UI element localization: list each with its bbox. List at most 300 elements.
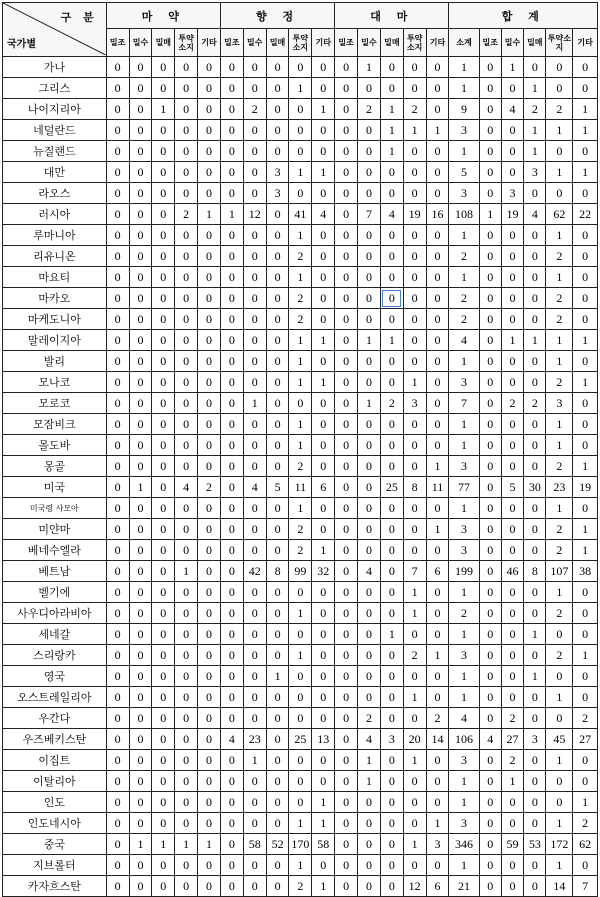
group-header-narcotics: 마 약 xyxy=(106,3,220,29)
value-cell: 0 xyxy=(403,414,426,435)
value-cell: 0 xyxy=(220,330,243,351)
value-cell: 0 xyxy=(198,57,221,78)
value-cell: 0 xyxy=(220,519,243,540)
value-cell: 1 xyxy=(426,813,449,834)
value-cell: 4 xyxy=(524,204,546,225)
value-cell: 1 xyxy=(524,78,546,99)
country-name: 발리 xyxy=(3,351,107,372)
country-name: 말레이지아 xyxy=(3,330,107,351)
value-cell: 1 xyxy=(524,141,546,162)
value-cell: 0 xyxy=(243,57,266,78)
value-cell: 0 xyxy=(335,183,358,204)
value-cell: 0 xyxy=(198,519,221,540)
value-cell: 0 xyxy=(479,792,501,813)
value-cell: 0 xyxy=(266,498,289,519)
value-cell: 0 xyxy=(479,183,501,204)
value-cell: 0 xyxy=(175,435,198,456)
value-cell: 1 xyxy=(380,330,403,351)
value-cell: 0 xyxy=(175,855,198,876)
value-cell: 1 xyxy=(358,750,381,771)
value-cell: 0 xyxy=(524,57,546,78)
value-cell: 0 xyxy=(312,708,335,729)
value-cell: 0 xyxy=(175,582,198,603)
value-cell: 0 xyxy=(175,141,198,162)
value-cell: 0 xyxy=(403,288,426,309)
value-cell: 0 xyxy=(312,288,335,309)
value-cell: 3 xyxy=(524,162,546,183)
value-cell: 0 xyxy=(243,519,266,540)
value-cell: 0 xyxy=(243,141,266,162)
value-cell: 0 xyxy=(479,666,501,687)
value-cell: 0 xyxy=(129,246,152,267)
value-cell: 0 xyxy=(524,771,546,792)
value-cell: 0 xyxy=(266,78,289,99)
value-cell: 2 xyxy=(289,519,312,540)
value-cell: 0 xyxy=(129,78,152,99)
table-row xyxy=(3,183,598,204)
value-cell: 3 xyxy=(546,393,573,414)
value-cell: 0 xyxy=(175,456,198,477)
country-name: 마케도니아 xyxy=(3,309,107,330)
value-cell: 23 xyxy=(243,729,266,750)
value-cell: 0 xyxy=(129,57,152,78)
value-cell: 0 xyxy=(266,729,289,750)
value-cell: 1 xyxy=(449,141,479,162)
value-cell: 4 xyxy=(312,204,335,225)
value-cell: 2 xyxy=(449,288,479,309)
value-cell: 0 xyxy=(152,876,175,897)
value-cell: 0 xyxy=(358,645,381,666)
value-cell: 0 xyxy=(358,141,381,162)
value-cell: 0 xyxy=(266,309,289,330)
value-cell: 1 xyxy=(546,687,573,708)
subheader-total-4: 투약소지 xyxy=(546,29,573,57)
value-cell: 0 xyxy=(106,456,129,477)
subheader-psychotropics-4: 기타 xyxy=(312,29,335,57)
value-cell: 0 xyxy=(501,540,523,561)
value-cell: 0 xyxy=(266,267,289,288)
value-cell: 0 xyxy=(426,162,449,183)
table-row xyxy=(3,456,598,477)
value-cell: 0 xyxy=(312,582,335,603)
value-cell: 62 xyxy=(573,834,598,855)
value-cell: 0 xyxy=(220,876,243,897)
value-cell: 0 xyxy=(289,57,312,78)
value-cell: 1 xyxy=(289,372,312,393)
value-cell: 0 xyxy=(198,225,221,246)
value-cell: 0 xyxy=(335,477,358,498)
value-cell: 0 xyxy=(335,204,358,225)
value-cell: 0 xyxy=(198,582,221,603)
value-cell: 0 xyxy=(335,309,358,330)
value-cell: 0 xyxy=(243,351,266,372)
value-cell: 0 xyxy=(335,855,358,876)
value-cell: 2 xyxy=(573,708,598,729)
value-cell: 0 xyxy=(403,246,426,267)
value-cell: 1 xyxy=(449,435,479,456)
value-cell: 20 xyxy=(403,729,426,750)
value-cell: 0 xyxy=(403,498,426,519)
value-cell: 0 xyxy=(266,204,289,225)
value-cell: 4 xyxy=(479,729,501,750)
value-cell: 0 xyxy=(175,393,198,414)
value-cell: 1 xyxy=(546,330,573,351)
table-row xyxy=(3,708,598,729)
value-cell: 0 xyxy=(524,750,546,771)
table-row xyxy=(3,204,598,225)
value-cell: 3 xyxy=(449,813,479,834)
value-cell: 0 xyxy=(129,624,152,645)
value-cell: 0 xyxy=(426,498,449,519)
value-cell: 0 xyxy=(243,624,266,645)
subheader-total-1: 밀조 xyxy=(479,29,501,57)
value-cell: 0 xyxy=(573,309,598,330)
value-cell: 0 xyxy=(198,624,221,645)
value-cell: 1 xyxy=(546,162,573,183)
value-cell: 0 xyxy=(403,456,426,477)
value-cell: 0 xyxy=(152,750,175,771)
value-cell: 0 xyxy=(198,435,221,456)
value-cell: 1 xyxy=(449,267,479,288)
value-cell: 0 xyxy=(152,540,175,561)
value-cell: 0 xyxy=(479,414,501,435)
value-cell: 0 xyxy=(106,792,129,813)
value-cell: 0 xyxy=(106,687,129,708)
value-cell: 0 xyxy=(106,540,129,561)
table-row xyxy=(3,309,598,330)
table-row xyxy=(3,162,598,183)
value-cell: 0 xyxy=(479,582,501,603)
header-corner xyxy=(3,3,107,57)
value-cell: 1 xyxy=(524,120,546,141)
value-cell: 0 xyxy=(479,393,501,414)
value-cell: 0 xyxy=(335,708,358,729)
value-cell: 0 xyxy=(524,603,546,624)
value-cell: 0 xyxy=(220,792,243,813)
value-cell: 0 xyxy=(501,603,523,624)
value-cell: 0 xyxy=(243,792,266,813)
value-cell: 0 xyxy=(129,267,152,288)
value-cell: 0 xyxy=(152,519,175,540)
value-cell: 0 xyxy=(479,288,501,309)
value-cell: 0 xyxy=(335,519,358,540)
value-cell: 0 xyxy=(266,351,289,372)
value-cell: 0 xyxy=(524,645,546,666)
value-cell: 1 xyxy=(358,393,381,414)
value-cell: 0 xyxy=(198,309,221,330)
value-cell: 0 xyxy=(358,456,381,477)
value-cell: 1 xyxy=(524,624,546,645)
table-row xyxy=(3,582,598,603)
value-cell: 0 xyxy=(312,246,335,267)
value-cell: 108 xyxy=(449,204,479,225)
value-cell: 0 xyxy=(152,393,175,414)
value-cell: 0 xyxy=(243,267,266,288)
value-cell: 0 xyxy=(175,645,198,666)
value-cell: 1 xyxy=(198,204,221,225)
value-cell: 1 xyxy=(546,414,573,435)
value-cell: 2 xyxy=(573,813,598,834)
value-cell: 0 xyxy=(243,540,266,561)
value-cell: 0 xyxy=(358,603,381,624)
value-cell: 1 xyxy=(312,162,335,183)
value-cell: 0 xyxy=(358,582,381,603)
value-cell: 0 xyxy=(335,57,358,78)
value-cell: 0 xyxy=(479,246,501,267)
value-cell: 0 xyxy=(403,813,426,834)
value-cell: 0 xyxy=(106,288,129,309)
value-cell: 3 xyxy=(449,183,479,204)
value-cell: 2 xyxy=(546,456,573,477)
value-cell: 0 xyxy=(358,666,381,687)
table-row xyxy=(3,288,598,309)
value-cell: 0 xyxy=(289,687,312,708)
value-cell: 0 xyxy=(403,519,426,540)
value-cell: 0 xyxy=(220,351,243,372)
value-cell: 0 xyxy=(152,855,175,876)
value-cell: 0 xyxy=(220,750,243,771)
value-cell: 0 xyxy=(479,624,501,645)
value-cell: 4 xyxy=(449,330,479,351)
value-cell: 52 xyxy=(266,834,289,855)
value-cell: 0 xyxy=(573,288,598,309)
value-cell: 0 xyxy=(152,162,175,183)
value-cell: 4 xyxy=(175,477,198,498)
value-cell: 0 xyxy=(426,330,449,351)
value-cell: 0 xyxy=(403,162,426,183)
value-cell: 21 xyxy=(449,876,479,897)
value-cell: 0 xyxy=(573,624,598,645)
country-name: 모잠비크 xyxy=(3,414,107,435)
value-cell: 0 xyxy=(573,78,598,99)
value-cell: 0 xyxy=(358,687,381,708)
table-row xyxy=(3,792,598,813)
value-cell: 4 xyxy=(501,99,523,120)
value-cell: 0 xyxy=(175,750,198,771)
value-cell: 0 xyxy=(106,477,129,498)
value-cell: 3 xyxy=(449,372,479,393)
value-cell: 0 xyxy=(289,771,312,792)
value-cell: 0 xyxy=(358,435,381,456)
value-cell: 0 xyxy=(426,855,449,876)
value-cell: 0 xyxy=(312,645,335,666)
value-cell: 1 xyxy=(289,855,312,876)
value-cell: 0 xyxy=(198,99,221,120)
value-cell: 0 xyxy=(198,603,221,624)
country-name: 모로코 xyxy=(3,393,107,414)
value-cell: 2 xyxy=(358,708,381,729)
value-cell: 0 xyxy=(403,267,426,288)
value-cell: 0 xyxy=(152,477,175,498)
country-name: 우즈베키스탄 xyxy=(3,729,107,750)
country-name: 영국 xyxy=(3,666,107,687)
value-cell: 1 xyxy=(403,603,426,624)
value-cell: 0 xyxy=(129,687,152,708)
value-cell: 0 xyxy=(152,687,175,708)
value-cell: 0 xyxy=(198,792,221,813)
value-cell: 0 xyxy=(220,141,243,162)
value-cell: 0 xyxy=(152,225,175,246)
value-cell: 1 xyxy=(289,162,312,183)
value-cell: 0 xyxy=(501,792,523,813)
value-cell: 0 xyxy=(198,855,221,876)
value-cell: 0 xyxy=(426,750,449,771)
value-cell: 30 xyxy=(524,477,546,498)
value-cell: 0 xyxy=(403,330,426,351)
value-cell: 0 xyxy=(266,288,289,309)
value-cell: 4 xyxy=(243,477,266,498)
group-header-total: 합 계 xyxy=(449,3,598,29)
value-cell: 0 xyxy=(426,540,449,561)
value-cell: 42 xyxy=(243,561,266,582)
value-cell: 4 xyxy=(220,729,243,750)
value-cell: 0 xyxy=(479,309,501,330)
value-cell: 0 xyxy=(573,855,598,876)
value-cell: 0 xyxy=(106,120,129,141)
value-cell: 0 xyxy=(106,813,129,834)
value-cell: 0 xyxy=(152,729,175,750)
value-cell: 0 xyxy=(220,771,243,792)
value-cell: 0 xyxy=(426,414,449,435)
value-cell: 0 xyxy=(524,267,546,288)
table-row xyxy=(3,519,598,540)
value-cell: 0 xyxy=(335,456,358,477)
value-cell: 0 xyxy=(243,330,266,351)
value-cell: 2 xyxy=(546,372,573,393)
value-cell: 0 xyxy=(106,330,129,351)
value-cell: 0 xyxy=(380,750,403,771)
value-cell: 0 xyxy=(403,78,426,99)
table-row xyxy=(3,57,598,78)
value-cell: 25 xyxy=(289,729,312,750)
value-cell: 0 xyxy=(335,813,358,834)
value-cell: 1 xyxy=(546,435,573,456)
value-cell: 0 xyxy=(266,435,289,456)
value-cell: 0 xyxy=(546,78,573,99)
value-cell: 1 xyxy=(573,99,598,120)
value-cell: 0 xyxy=(479,855,501,876)
country-name: 마카오 xyxy=(3,288,107,309)
value-cell: 0 xyxy=(403,309,426,330)
value-cell: 0 xyxy=(220,813,243,834)
value-cell: 1 xyxy=(175,834,198,855)
value-cell: 0 xyxy=(403,141,426,162)
value-cell: 0 xyxy=(175,498,198,519)
value-cell: 0 xyxy=(289,141,312,162)
value-cell: 2 xyxy=(449,603,479,624)
value-cell: 1 xyxy=(546,120,573,141)
value-cell: 0 xyxy=(220,162,243,183)
value-cell: 0 xyxy=(198,330,221,351)
value-cell: 0 xyxy=(479,330,501,351)
value-cell: 0 xyxy=(220,435,243,456)
value-cell: 0 xyxy=(335,603,358,624)
value-cell: 0 xyxy=(501,456,523,477)
value-cell: 0 xyxy=(335,834,358,855)
value-cell: 0 xyxy=(152,561,175,582)
value-cell: 0 xyxy=(129,141,152,162)
value-cell: 0 xyxy=(403,624,426,645)
value-cell: 27 xyxy=(573,729,598,750)
value-cell: 0 xyxy=(573,435,598,456)
value-cell: 1 xyxy=(426,645,449,666)
value-cell: 3 xyxy=(449,645,479,666)
value-cell: 0 xyxy=(358,855,381,876)
value-cell: 0 xyxy=(152,78,175,99)
value-cell: 0 xyxy=(106,582,129,603)
value-cell: 0 xyxy=(335,792,358,813)
value-cell: 0 xyxy=(335,120,358,141)
value-cell: 2 xyxy=(546,519,573,540)
value-cell: 1 xyxy=(289,267,312,288)
value-cell: 0 xyxy=(312,120,335,141)
value-cell: 0 xyxy=(380,78,403,99)
value-cell: 1 xyxy=(243,750,266,771)
value-cell: 1 xyxy=(289,435,312,456)
value-cell: 0 xyxy=(129,750,152,771)
value-cell: 2 xyxy=(546,603,573,624)
value-cell: 3 xyxy=(449,120,479,141)
value-cell: 58 xyxy=(243,834,266,855)
value-cell: 0 xyxy=(266,855,289,876)
value-cell: 0 xyxy=(266,813,289,834)
value-cell: 0 xyxy=(312,498,335,519)
value-cell: 0 xyxy=(524,246,546,267)
value-cell: 0 xyxy=(106,372,129,393)
value-cell: 0 xyxy=(266,792,289,813)
value-cell: 0 xyxy=(106,78,129,99)
value-cell: 0 xyxy=(106,561,129,582)
value-cell: 0 xyxy=(358,498,381,519)
value-cell: 0 xyxy=(289,750,312,771)
value-cell: 0 xyxy=(501,624,523,645)
value-cell: 0 xyxy=(380,855,403,876)
value-cell: 0 xyxy=(501,351,523,372)
value-cell: 1 xyxy=(449,771,479,792)
country-name: 몰도바 xyxy=(3,435,107,456)
value-cell: 0 xyxy=(573,603,598,624)
value-cell: 1 xyxy=(546,582,573,603)
value-cell: 0 xyxy=(573,225,598,246)
table-row xyxy=(3,603,598,624)
statistics-table-container xyxy=(2,2,598,897)
value-cell: 0 xyxy=(524,519,546,540)
value-cell: 1 xyxy=(403,750,426,771)
value-cell: 0 xyxy=(501,498,523,519)
value-cell: 0 xyxy=(129,729,152,750)
value-cell: 0 xyxy=(426,57,449,78)
value-cell: 0 xyxy=(479,645,501,666)
value-cell: 0 xyxy=(479,435,501,456)
value-cell: 0 xyxy=(129,351,152,372)
value-cell: 1 xyxy=(573,372,598,393)
value-cell: 0 xyxy=(358,876,381,897)
value-cell: 0 xyxy=(524,225,546,246)
value-cell: 0 xyxy=(403,435,426,456)
value-cell: 0 xyxy=(243,183,266,204)
value-cell: 0 xyxy=(426,603,449,624)
value-cell: 0 xyxy=(546,57,573,78)
subheader-total-2: 밀수 xyxy=(501,29,523,57)
subheader-cannabis-4: 기타 xyxy=(426,29,449,57)
value-cell: 0 xyxy=(312,666,335,687)
country-name: 미국령 사모아 xyxy=(3,498,107,519)
value-cell: 0 xyxy=(403,57,426,78)
value-cell: 1 xyxy=(289,645,312,666)
value-cell: 1 xyxy=(546,498,573,519)
value-cell: 1 xyxy=(403,372,426,393)
value-cell: 8 xyxy=(524,561,546,582)
